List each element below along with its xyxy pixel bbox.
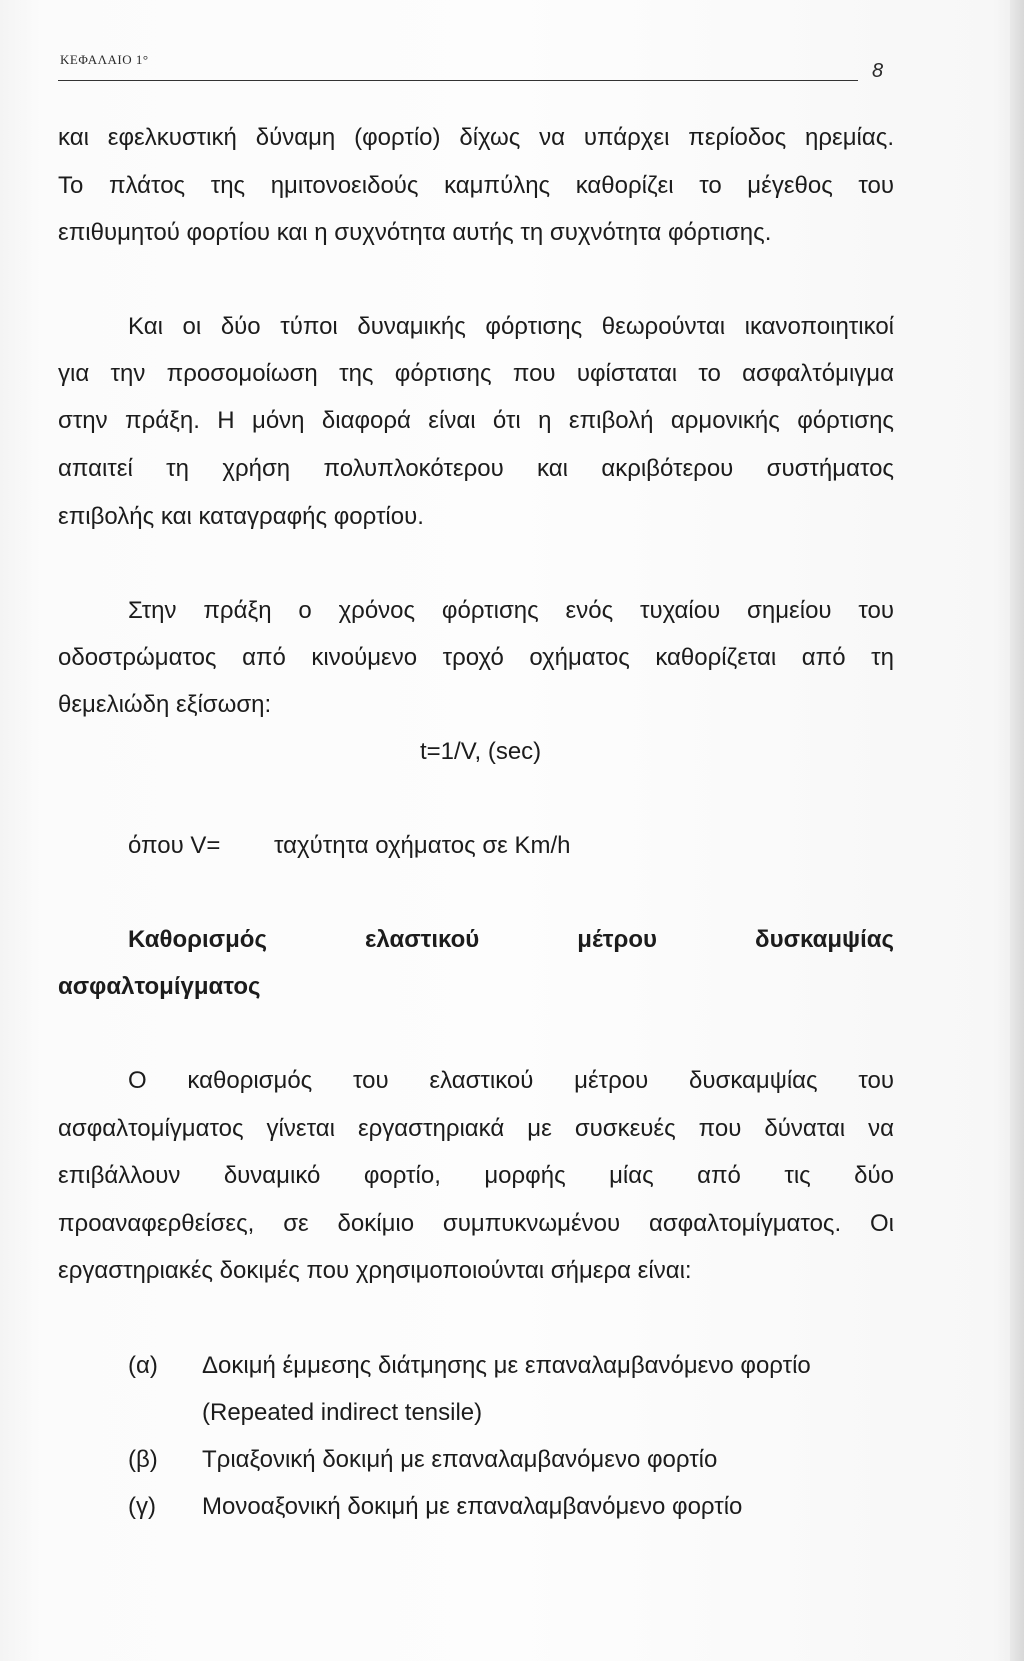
paragraph-line: Το πλάτος της ημιτονοειδούς καμπύλης καθορίζει το μέγεθος του [58,172,894,199]
paragraph-line: επιβολής και καταγραφής φορτίου. [58,503,424,530]
paragraph-line: Και οι δύο τύποι δυναμικής φόρτισης θεωρούνται ικανοποιητικοί [128,313,894,340]
list-item-label: (γ) [128,1493,156,1520]
list-item-text: Δοκιμή έμμεσης διάτμησης με επαναλαμβανόμενο φορτίο [202,1352,811,1379]
header-rule [58,80,858,81]
page-edge-shadow [1010,0,1024,1661]
section-heading-continued: ασφαλτομίγματος [58,973,261,1000]
list-item-text: Τριαξονική δοκιμή με επαναλαμβανόμενο φορτίο [202,1446,718,1473]
list-item-label: (α) [128,1352,158,1379]
running-head: ΚΕΦΑΛΑΙΟ 1° [60,52,149,67]
paragraph-line: απαιτεί τη χρήση πολυπλοκότερου και ακριβότερου συστήματος [58,455,894,482]
page-number: 8 [872,60,884,82]
paragraph-line: θεμελιώδη εξίσωση: [58,691,272,718]
paragraph-line: Στην πράξη ο χρόνος φόρτισης ενός τυχαίου σημείου του [128,597,894,624]
section-heading: Καθορισμός ελαστικού μέτρου δυσκαμψίας [128,926,894,953]
paragraph-line: επιβάλλουν δυναμικό φορτίο, μορφής μίας από τις δύο [58,1162,894,1189]
paragraph-line: προαναφερθείσες, σε δοκίμιο συμπυκνωμένου ασφαλτομίγματος. Οι [58,1210,894,1237]
paragraph-line: εργαστηριακές δοκιμές που χρησιμοποιούνται σήμερα είναι: [58,1257,692,1284]
where-label: όπου V= [128,832,221,859]
paragraph-line: για την προσομοίωση της φόρτισης που υφίσταται το ασφαλτόμιγμα [58,360,894,387]
list-item-label: (β) [128,1446,158,1473]
paragraph-line: επιθυμητού φορτίου και η συχνότητα αυτής τη συχνότητα φόρτισης. [58,219,772,246]
paragraph-line: στην πράξη. Η μόνη διαφορά είναι ότι η επιβολή αρμονικής φόρτισης [58,407,894,434]
paragraph-line: ασφαλτομίγματος γίνεται εργαστηριακά με συσκευές που δύναται να [58,1115,894,1142]
list-item-text-continued: (Repeated indirect tensile) [202,1399,483,1426]
paragraph-line: Ο καθορισμός του ελαστικού μέτρου δυσκαμψίας του [128,1067,894,1094]
paragraph-line: οδοστρώματος από κινούμενο τροχό οχήματος καθορίζεται από τη [58,644,894,671]
list-item-text: Μονοαξονική δοκιμή με επαναλαμβανόμενο φορτίο [202,1493,743,1520]
loading-time-formula: t=1/V, (sec) [420,738,542,765]
where-definition: ταχύτητα οχήματος σε Km/h [274,832,571,859]
paragraph-line: και εφελκυστική δύναμη (φορτίο) δίχως να υπάρχει περίοδος ηρεμίας. [58,124,894,151]
